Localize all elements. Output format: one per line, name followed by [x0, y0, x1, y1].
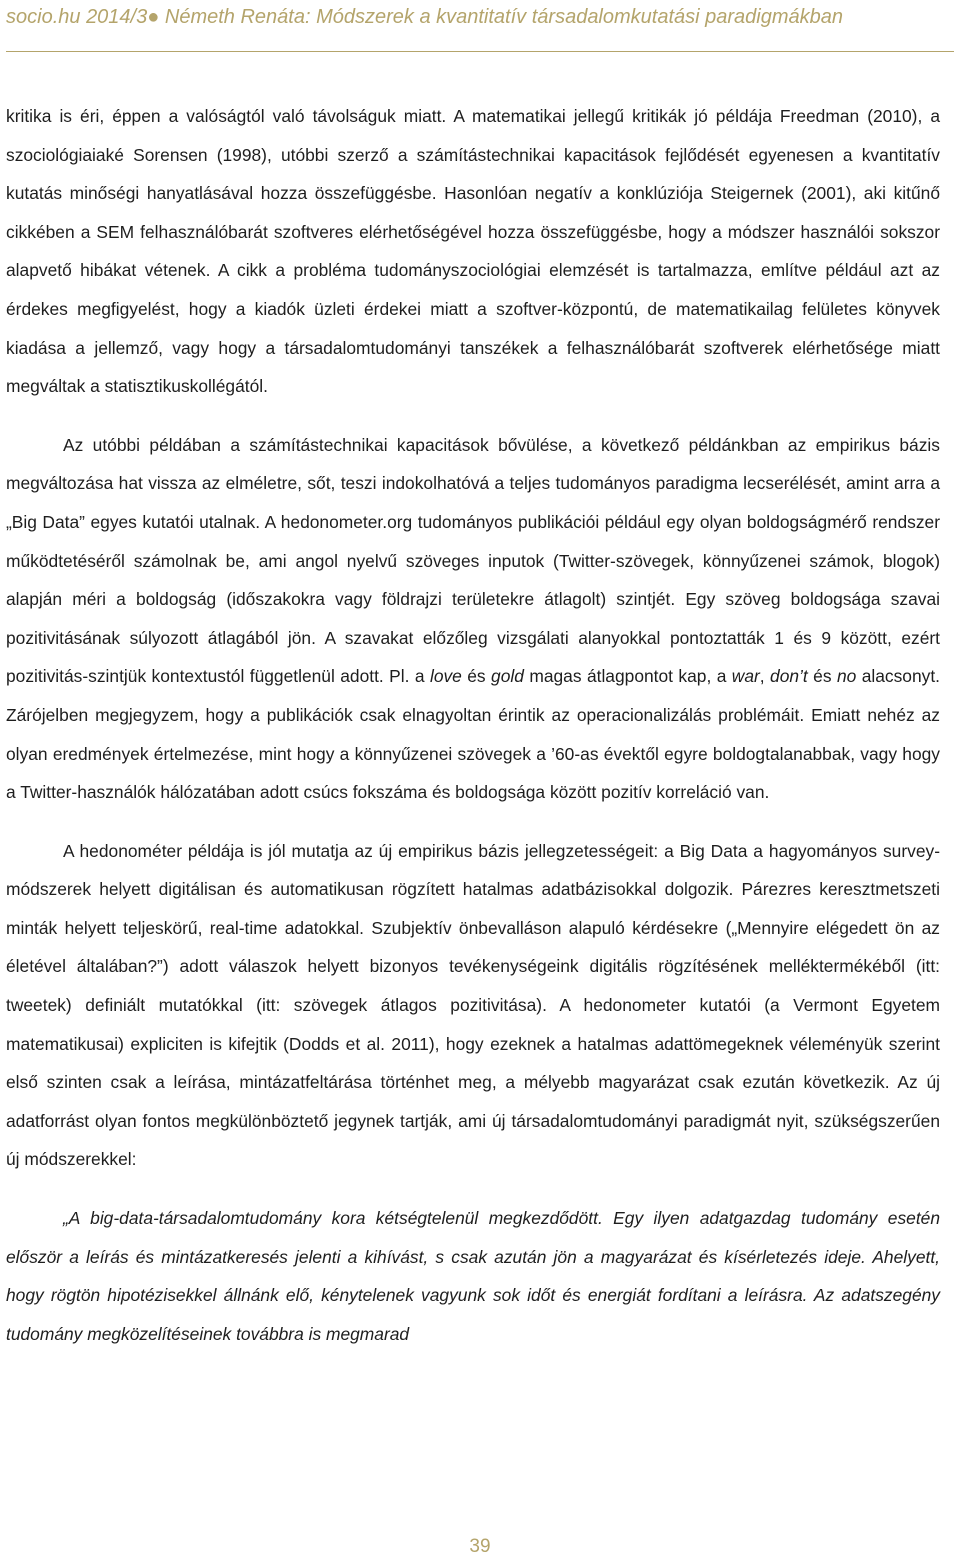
paragraph-1: kritika is éri, éppen a valóságtól való távolságuk miatt. A matematikai jellegű kritikák jó példája Freedman (2010), a szociológiaiaké Sorensen (1998), utóbbi szerző a számítástechnikai kapacitások fejlődését egyenesen a kvantitatív kutatás minőségi hanyatlásával hozza összefüggésbe. Hasonlóan negatív a konklúziója Steigernek (2001), aki kitűnő cikkében a SEM felhasználóbarát szoftveres elérhetőségével hozza összefüggésbe, hogy a módszer használói sokszor alapvető hibákat vétenek. A cikk a probléma tudományszociológiai elemzését is tartalmazza, említve például azt az érdekes megfigyelést, hogy a kiadók üzleti érdekei miatt a szoftver-központú, de matematikailag felületes könyvek kiadása a jellemző, vagy hogy a társadalomtudományi tanszékek a felhasználóbarát szoftverek elérhetősége miatt megváltak a statisztikuskollégától. — [6, 106, 940, 397]
word-gold: gold — [491, 666, 524, 687]
header-article-title: Németh Renáta: Módszerek a kvantitatív társadalomkutatási paradigmákban — [164, 6, 844, 28]
page-number: 39 — [469, 1536, 491, 1557]
word-love: love — [429, 666, 462, 687]
paragraph-2-part: magas átlagpontot kap, a — [523, 666, 732, 687]
header-issue: 2014/3 — [86, 6, 148, 28]
header-rule — [6, 51, 954, 52]
block-quote: „A big-data-társadalomtudomány kora kétségtelenül megkezdődött. Egy ilyen adatgazdag tudomány esetén először a leírás és mintázatkeresés jelenti a kihívást, s csak azután jön a magyarázat és kísérletezés ideje. Ahelyett, hogy rögtön hipotézisekkel állnánk elő, kénytelenek vagyunk sok időt és energiát fordítani a leírásra. Az adatszegény tudomány megközelítéseinek továbbra is megmarad — [6, 1208, 940, 1344]
header-site: socio.hu — [6, 6, 81, 28]
paragraph-3: A hedonométer példája is jól mutatja az új empirikus bázis jellegzetességeit: a Big Data a hagyományos survey-módszerek helyett digitálisan és automatikusan rögzített hatalmas adatbázisokkal dolgozik. Párezres keresztmetszeti minták helyett teljeskörű, real-time adatokkal. Szubjektív önbevalláson alapuló kérdésekre („Mennyire elégedett ön az életével általában?”) adott válaszok helyett bizonyos tevékenységeink digitális rögzítésének melléktermékéből (itt: tweetek) definiált mutatókkal (itt: szövegek átlagos pozitivitása). A hedonometer kutatói (a Vermont Egyetem matematikusai) expliciten is kifejtik (Dodds et al. 2011), hogy ezeknek a hatalmas adattömegeknek véleményük szerint első szinten csak a leírása, mintázatfeltárása történhet meg, a mélyebb magyarázat csak ezután következik. Az új adatforrást olyan fontos megkülönböztető jegynek tartják, ami új társadalomtudományi paradigmát nyit, szükségszerűen új módszerekkel: — [6, 840, 940, 1170]
word-war: war — [731, 666, 760, 687]
word-dont: don’t — [770, 666, 808, 687]
paragraph-2-part: Az utóbbi példában a számítástechnikai kapacitások bővülése, a következő példánkban az empirikus bázis megváltozása hat vissza az elméletre, sőt, teszi indokolhatóvá a teljes tudományos paradigma lecserélését, amint arra a „Big Data” egyes kutatói utalnak. A hedonometer.org tudományos publikációi például egy olyan boldogságmérő rendszer működtetéséről számolnak be, ami angol nyelvű szöveges inputok (Twitter-szövegek, könnyűzenei számok, blogok) alapján méri a boldogság (időszakokra vagy földrajzi területekre átlagolt) szintjét. Egy szöveg boldogsága szavai pozitivitásának súlyozott átlagából jön. A szavakat előzőleg vizsgálati alanyokkal pontoztatták 1 és 9 között, ezért pozitivitás-szintjük kontextustól függetlenül adott. Pl. a — [6, 434, 940, 687]
paragraph-2 — [6, 426, 940, 812]
paragraph-2-part: , — [759, 666, 771, 687]
word-no: no — [836, 666, 857, 687]
paragraph-2-part: és — [461, 666, 492, 687]
paragraph-2-part: és — [807, 666, 837, 687]
header-bullet: ● — [147, 6, 160, 28]
running-header — [6, 5, 954, 29]
paragraph-2-part: alacsonyt. Zárójelben megjegyzem, hogy a publikációk csak elnagyoltan érintik az operacionalizálás problémáit. Emiatt nehéz az olyan eredmények értelmezése, mint hogy a könnyűzenei szövegek a ’60-as évektől egyre boldogtalanabbak, vagy hogy a Twitter-használók hálózatában adott csúcs fokszáma és boldogsága között pozitív korreláció van. — [6, 666, 941, 803]
article-body — [6, 97, 940, 1353]
